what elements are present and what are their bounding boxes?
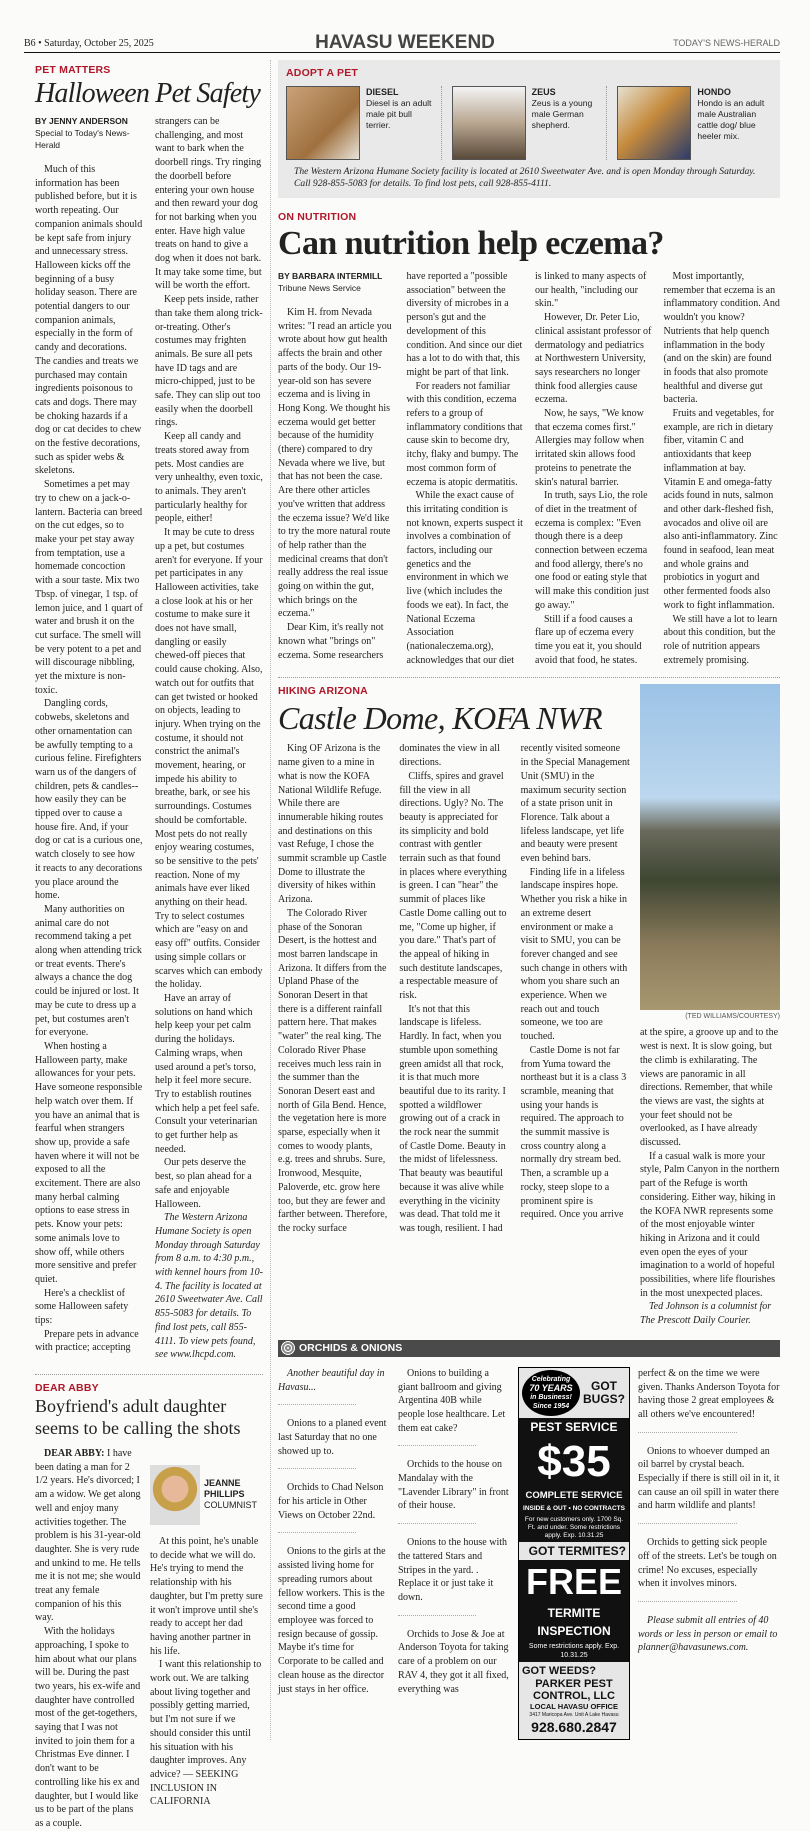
abby-text: I want this relationship to work out. We are talking about living together and possibly getting married, but I'm not sure if we should consider this until his situation with his daughter improves. Any advice? — SEEKING INCLUSION IN CALIFORNIA <box>150 1659 262 1808</box>
article-hiking <box>278 742 630 1235</box>
paragraph: at the spire, a groove up and to the west is next. It is slow going, but the climb is exhilarating. The views are panoramic in all directions. Remember, that while the views are vast, the sights at your feet should not be overlooked, as I have already discussed. <box>640 1027 779 1149</box>
divider <box>278 1468 356 1469</box>
abby-lead: DEAR ABBY: <box>44 1447 105 1459</box>
columnist-last: PHILLIPS <box>204 1489 245 1500</box>
paragraph: Still if a food causes a flare up of eczema every time you eat it, you should avoid that food, he states. <box>535 613 642 666</box>
adopt-a-pet-box <box>278 60 780 198</box>
article-pet-safety <box>35 115 263 1362</box>
columnist <box>150 1465 263 1525</box>
orchids-item[interactable]: Onions to the house with the tattered Stars and Stripes in the yard. . Replace it or just take it down. <box>398 1537 507 1603</box>
paragraph: Keep all candy and treats stored away from pets. Most candies are very unhealthy, even toxic, to animals. They aren't particularly healthy for people, either! <box>155 431 263 525</box>
pet-name: DIESEL <box>366 87 399 97</box>
pet-diesel <box>286 86 442 160</box>
orchids-item[interactable]: Onions to the girls at the assisted living home for spreading rumors about fellow workers. This is the second time a good employee was forced to resign because of gossip. Maybe it's time for Corporate to be called and clean house as the director just stays in her office. <box>278 1546 386 1695</box>
badge-text: in Business! <box>530 1393 572 1401</box>
article-body <box>640 1026 780 1300</box>
pet-name: HONDO <box>697 87 731 97</box>
hiking-main <box>278 684 630 1327</box>
kicker-nutrition: ON NUTRITION <box>278 211 357 223</box>
pet-photo-diesel <box>286 86 360 160</box>
orchids-item[interactable]: Orchids to getting sick people off of the streets. Let's be tough on crime! No excuses, especially when it involves minors. <box>638 1537 777 1590</box>
pet-hondo <box>617 86 772 160</box>
paragraph: Here's a checklist of some Halloween safety tips: <box>35 1287 129 1327</box>
ad-top <box>519 1368 629 1418</box>
orchids-col-3 <box>638 1367 780 1665</box>
paragraph: Keep pets inside, rather than take them along trick-or-treating. Other's costumes may frighten animals. Be sure all pets have ID tags and are micro-chipped, just to be safe. They can slip out too easily when the doorbell rings. <box>155 294 263 429</box>
columnist-photo <box>150 1465 200 1525</box>
paragraph: Dear Kim, it's really not known what "brings on" eczema. Some researchers have reported a "possible association" between the diversity of microbes in a person's gut and the development of this condition. And since our diet has a lot to do with that, this might be part of that link. <box>278 271 523 661</box>
orchids-item[interactable]: Orchids to Chad Nelson for his article in Other Views on October 22nd. <box>278 1482 384 1521</box>
section-title: HAVASU WEEKEND <box>315 32 495 53</box>
abby-body <box>35 1447 263 1831</box>
paragraph: Now, he says, "We know that eczema comes first." Allergies may follow when irritated skin allows food proteins to penetrate the skin's natural barrier. <box>535 408 644 488</box>
right-column <box>270 60 780 1740</box>
paragraph: King OF Arizona is the name given to a mine in what is now the KOFA National Wildlife Refuge. While there are innumerable hiking routes and destinations on this vast Refuge, I chose the summit scramble up Castle Dome to illustrate the diversity of hikes within Arizona. <box>278 743 387 906</box>
byline: BY BARBARA INTERMILL <box>278 271 383 281</box>
phone: 928.680.2847 <box>531 1718 617 1735</box>
termite: TERMITE <box>547 1605 601 1620</box>
paragraph: If a casual walk is more your style, Palm Canyon in the northern part of the Refuge is worth considering. Either way, hiking in the KOFA NWR represents some of the most enjoyable winter hiking in Arizona and it could even open the eyes of your imagination to a world of hopeful possibilities, where life flourishes in the most unexpected places. <box>640 1150 780 1299</box>
paragraph: Fruits and vegetables, for example, are rich in dietary fiber, vitamin C and antioxidants that keep inflammation at bay. Vitamin E and omega-fatty acids found in nuts, salmon and other dark-fleshed fish, avocados and olive oil are also anti-inflammatory. Zinc found in seafood, lean meat and whole grains and probiotics in yogurt and other fermented foods also work to fight inflammation. <box>663 408 778 611</box>
paragraph: Cliffs, spires and gravel fill the view in all directions. Ugly? No. The beauty is appreciated for its simplicity and bold contrast with gentler terrain such as that found in places where everything is green. I can "hear" the summit of places like Castle Dome calling out to me, "Come up higher, if you dare." That's part of the appeal of hiking in such destitute landscapes, a respectable measure of risk. <box>399 770 507 1002</box>
article-tagline: The Western Arizona Humane Society is open Monday through Saturday from 8 a.m. to 4:30 p.m., with kennel hours from 10-4. The facility is located at 2610 Sweetwater Ave. Call 855-5083 for details. To find lost pets, call 855-4111. To view pets found, see www.lhcpd.com. <box>155 1212 263 1361</box>
divider <box>638 1601 737 1602</box>
paragraph: Our pets deserve the best, so plan ahead for a safe and enjoyable Halloween. <box>155 1157 252 1210</box>
paragraph: Prepare pets in advance with practice; accepting strangers can be challenging, and most want to bark when the doorbell rings. Try ringing the doorbell before entering your own house and then reward your dog for not barking when you enter. Have high value treats on hand to give a dog when it does not bark. It may take some time, but will be worth the effort. <box>35 116 262 1354</box>
article-tagline: Ted Johnson is a columnist for The Prescott Daily Courier. <box>640 1301 772 1327</box>
paragraph: Finding life in a lifeless landscape inspires hope. Whether you risk a hike in an extreme desert environment or make a visit to SMU, you can be forever changed and see such change in others with whom you share such an experience. When we reach out and touch someone, we too are touched. <box>520 866 628 1043</box>
abby-text: With the holidays approaching, I spoke to him about what our plans will be. During the past two years, his ex-wife and daughter have controlled most of the get-togethers, saying that I was not invited to join them for a Christmas Eve dinner. I don't want to be controlling like his ex and daughter, but I would like us to be part of the plans as a couple. <box>35 1626 141 1829</box>
columnist-role: COLUMNIST <box>204 1500 258 1511</box>
hiking-section <box>278 684 780 1327</box>
kicker-hiking: HIKING ARIZONA <box>278 685 368 698</box>
paragraph: Much of this information has been published before, but it is worth repeating. Our companion animals should be kept safe from injury and unnecessary stress. Halloween kicks off the beginning of a busy holiday season. There are potential dangers to our companion animals, especially in the form of candy and decorations. The candies and treats we purchased may contain ingredients poisonous to cats and dogs. There may be choking hazards if a dog or cat decides to chew on the festive decorations, such as spider webs & skeletons. <box>35 164 143 477</box>
orchids-item[interactable]: Onions to building a giant ballroom and giving Argentina 40B while people lose healthcare. Let them eat cake? <box>398 1367 506 1434</box>
byline-sub: Special to Today's News-Herald <box>35 128 130 150</box>
left-column <box>35 60 263 1831</box>
parker-pest-ad[interactable] <box>518 1367 630 1740</box>
columnist-name <box>204 1478 257 1511</box>
ad-bottom <box>519 1662 629 1739</box>
paragraph: However, Dr. Peter Lio, clinical assistant professor of dermatology and pediatrics at Northwestern University, says researchers no longer think food allergies cause eczema. <box>535 312 652 406</box>
badge-text: 70 YEARS <box>529 1382 573 1393</box>
abby-col-1 <box>35 1447 142 1831</box>
got-bugs: GOT BUGS? <box>583 1378 625 1406</box>
pet-photo-zeus <box>452 86 526 160</box>
paragraph: Have an array of solutions on hand which help keep your pet calm during the holidays. Calming wraps, when used around a pet's torso, help it feel more secure. Try to establish routines which help a pet feel safe. Consult your veterinarian to get further help as needed. <box>155 993 260 1155</box>
inside-out: INSIDE & OUT • NO CONTRACTS <box>523 1504 625 1512</box>
paragraph: In truth, says Lio, the role of diet in the treatment of eczema is complex: "Even though there is a deep connection between eczema and food allergy, there's no one food or eating style that will make this condition just go away." <box>535 490 649 611</box>
kicker-pet-matters: PET MATTERS <box>35 64 111 76</box>
divider <box>638 1432 737 1433</box>
pet-photo-hondo <box>617 86 691 160</box>
terms: For new customers only. 1700 Sq. Ft. and under. Some restrictions apply. Exp. 10.31.25 <box>524 1515 624 1539</box>
orchids-footer: Please submit all entries of 40 words or less in person or email to planner@havasunews.com. <box>638 1615 778 1654</box>
abby-col-2 <box>150 1535 263 1809</box>
article-body <box>278 270 780 667</box>
adopt-caption: The Western Arizona Humane Society facility is located at 2610 Sweetwater Ave. and is open Monday through Saturday. Call 928-855-5083 for details. To find lost pets, call 928-855-4111. <box>294 166 756 189</box>
paragraph: For readers not familiar with this condition, eczema refers to a group of inflammatory conditions that cause skin to become dry, itchy, flaky and bumpy. The most common form of eczema is atopic dermatitis. <box>406 380 523 488</box>
folio: B6 • Saturday, October 25, 2025 <box>24 38 154 49</box>
hiking-side <box>640 684 780 1327</box>
paragraph: When hosting a Halloween party, make allowances for your pets. Have someone responsible help watch over them. If you have an animal that is fearful when strangers show up, provide a safe haven where it will not be exposed to all the excitement. There are also many herbal calming options to ease stress in pets. Know your pets: some animals love to show off, while others more sensitive and prefer quiet. <box>35 1041 143 1285</box>
paragraph: Sometimes a pet may try to chew on a jack-o-lantern. Bacteria can breed on the cut edges, so to make your pet stay away from temptation, use a homemade concoction with a sour taste. Mix two Tbsp. of vinegar, 1 tsp. of lemon juice, and 1 quart of water and brush it on the cut surface. The smell will be very potent to a pet and will discourage nibbling, yet the mixture is non-toxic. <box>35 479 143 696</box>
headline-hiking: Castle Dome, KOFA NWR <box>278 700 602 737</box>
paragraph: It's not that this landscape is lifeless. Hardly. In fact, when you stumble upon something green amidst all that rock, it is that much more beautiful due to its rarity. I spotted a wildflower growing out of a crack in the rock near the summit of Castle Dome. Beauty in the midst of lifelessness. That beauty was beautiful because it was alive while everything in the vicinity was dead. That told me it was tough, resilient. I had recently visited someone in the Special Management Unit (SMU) in the maximum security section of a state prison unit in Florence. Talk about a lifeless landscape, yet life and beauty were present even behind bars. <box>399 743 630 1234</box>
headline-abby: Boyfriend's adult daughter seems to be calling the shots <box>35 1395 241 1438</box>
kicker-adopt: ADOPT A PET <box>286 67 359 79</box>
abby-text: At this point, he's unable to decide what we will do. He's trying to mend the relationship with his daughter, but I'm pretty sure it won't improve until she's ready to accept her dad having another partner in his life. <box>150 1535 263 1657</box>
pet-desc: Zeus is a young male German shepherd. <box>531 98 593 130</box>
got-weeds: GOT WEEDS? <box>522 1664 596 1677</box>
byline-sub: Tribune News Service <box>278 283 361 293</box>
pet-name: ZEUS <box>531 87 556 97</box>
orchids-header: ORCHIDS & ONIONS <box>299 1342 403 1355</box>
paragraph: We still have a lot to learn about this condition, but the role of nutrition appears extremely promising. <box>663 613 778 666</box>
divider <box>398 1615 476 1616</box>
got-termites: GOT TERMITES? <box>519 1542 629 1560</box>
paragraph: Most importantly, remember that eczema is an inflammatory condition. And wouldn't you know? Nutrients that help quench inflammation in the body (and on the skin) are found in foods that also promote healthful and diverse gut bacteria. <box>663 271 780 406</box>
photo-credit: (TED WILLIAMS/COURTESY) <box>685 1013 780 1021</box>
orchids-item[interactable]: Orchids to the house on Mandalay with the "Lavender Library" in front of their house. <box>398 1459 509 1512</box>
orchids-intro: Another beautiful day in Havasu... <box>278 1367 385 1393</box>
orchids-col-2 <box>398 1367 510 1706</box>
article-body <box>35 115 263 1362</box>
article-body <box>278 742 630 1235</box>
article-nutrition <box>278 270 780 667</box>
kicker-dear-abby: DEAR ABBY <box>35 1381 99 1394</box>
paragraph: Kim H. from Nevada writes: "I read an article you wrote about how gut health affects the brain and other parts of the body. Our 19-year-old son has severe eczema and is living in Hong Kong. We thought his eczema would get better because of the humidity (there) compared to dry Nevada where we live, but that has not been the case. Are there other articles you've written that address the eczema issue? We'd like to try the more natural route of help rather than the medicinal creams that don't really address the real issue going on within the gut, which brings on the eczema." <box>278 307 392 620</box>
badge-text: Celebrating <box>531 1375 571 1383</box>
price: $35 <box>537 1436 611 1486</box>
paragraph: Dangling cords, cobwebs, skeletons and other ornamentation can be awfully tempting to a curious feline. Firefighters warn us of the dangers of children, pets & candles--how easily they can be tipped over to cause a house fire. And, if your dog or cat is a curious one, watch closely to see how it reacts to any decorations you place around the home. <box>35 698 143 902</box>
divider <box>278 1404 356 1405</box>
paragraph: While the exact cause of this irritating condition is not known, experts suspect it involves a combination of factors, including our genetics and the environment in which we live (which includes the foods we eat). In fact, the National Eczema Association (nationaleczema.org), acknowledges that our diet is linked to many aspects of our health, "including our skin." <box>406 271 647 666</box>
paragraph: The Colorado River phase of the Sonoran Desert, is the hottest and most barren landscape in Arizona. It differs from the Upland Phase of the Sonoran Desert in that there is a different rainfall pattern here. That makes "water" the real king. The Colorado River Phase receives much less rain in the summer than the Sonoran Desert east and north of Gila Bend. Hence, the vegetation here is more sparse, especially when it comes to woody plants, e.g. trees and shrubs. Sure, Ironwood, Mesquite, Paloverde, etc. grow here too, but they are fewer and farther between. Therefore, the rocky surface dominates the view in all directions. <box>278 743 500 1234</box>
orchids-col-1 <box>278 1367 390 1706</box>
orchids-item[interactable]: Onions to a planed event last Saturday that no one showed up to. <box>278 1418 387 1457</box>
abby-col-2-wrap <box>150 1447 263 1831</box>
masthead-rule <box>24 52 780 53</box>
section-divider <box>35 1374 263 1375</box>
headline-nutrition: Can nutrition help eczema? <box>278 225 664 262</box>
orchid-icon <box>281 1341 295 1355</box>
pet-list <box>286 86 772 160</box>
castle-dome-photo <box>640 684 780 1010</box>
terms: Some restrictions apply. Exp. 10.31.25 <box>528 1642 620 1659</box>
pet-zeus <box>452 86 608 160</box>
abby-text: I have been dating a man for 2 1/2 years. He's divorced; I am a widow. We get along well and enjoy many activities together. The problem is his 31-year-old daughter. She is very rude and unkind to me. He tells me it is not me; she would treat any female companion of his this way. <box>35 1447 141 1624</box>
divider <box>398 1523 476 1524</box>
free: FREE <box>525 1560 622 1602</box>
pet-desc: Hondo is an adult male Australian cattle dog/ blue heeler mix. <box>697 98 765 141</box>
columnist-first: JEANNE <box>204 1478 241 1489</box>
article-hiking-cont <box>640 1026 780 1327</box>
orchids-item[interactable]: Onions to whoever dumped an oil barrel by crystal beach. Especially if there is still oil in it, it can cause an oil spill in water there and harm wildlife and plants! <box>638 1445 780 1512</box>
office: LOCAL HAVASU OFFICE <box>530 1701 618 1711</box>
inspection: INSPECTION <box>537 1623 611 1638</box>
pest-service: PEST SERVICE <box>530 1419 618 1434</box>
divider <box>398 1445 476 1446</box>
complete-service: COMPLETE SERVICE <box>525 1489 623 1501</box>
headline-pet-safety: Halloween Pet Safety <box>35 78 261 109</box>
paragraph: It may be cute to dress up a pet, but costumes aren't for everyone. If your pet participates in any Halloween activities, take a close look at his or her costume to make sure it does not have small, dangling or easily chewed-off pieces that could cause choking. Also, watch out for outfits that can get twisted or hooked on objects, leading to injury. When trying on the costume, it should not constrict the animal's movement, hearing, or impede his ability to breathe, bark, or see his surroundings. Costumes should be comfortable. Most pets do not really enjoy wearing costumes, so be sensitive to the pets' reaction. None of my animals have ever liked anything on their head. Try to select costumes which are "easy on and easy off" outfits. Consider using simple collars or scarves which can embody the holiday. <box>155 527 263 991</box>
orchids-header-bar <box>278 1340 780 1357</box>
orchids-item[interactable]: perfect & on the time we were given. Thanks Anderson Toyota for having those 2 great employees & all others we've encountered! <box>638 1367 780 1420</box>
pet-desc: Diesel is an adult male pit bull terrier. <box>366 98 432 130</box>
company-name: PARKER PEST CONTROL, LLC <box>533 1677 615 1702</box>
badge-text: Since 1954 <box>532 1402 570 1410</box>
divider <box>638 1523 737 1524</box>
section-divider <box>278 677 780 678</box>
paper-name: TODAY'S NEWS-HERALD <box>673 38 780 48</box>
paragraph: Castle Dome is not far from Yuma toward the northeast but it is a class 3 scramble, meaning that using your hands is required. The approach to the summit massive is cross country along a normally dry stream bed. Then, a scramble up a rocky, steep slope to a prominent spire is required. Once you arrive <box>520 1044 627 1221</box>
orchids-item[interactable]: Orchids to Jose & Joe at Anderson Toyota for taking care of a problem on our RAV 4, they got it all fixed, everything was <box>398 1628 509 1695</box>
anniversary-badge <box>522 1370 580 1416</box>
address: 3417 Maricopa Ave. Unit A Lake Havasu <box>529 1711 619 1718</box>
byline: BY JENNY ANDERSON <box>35 116 128 126</box>
divider <box>278 1532 356 1533</box>
paragraph: Many authorities on animal care do not recommend taking a pet along when attending trick or treat events. There's always a chance the dog could be injured or lost. It may be cute to dress up a pet, but costumes aren't for everyone. <box>35 903 142 1039</box>
orchids-row <box>278 1367 780 1740</box>
